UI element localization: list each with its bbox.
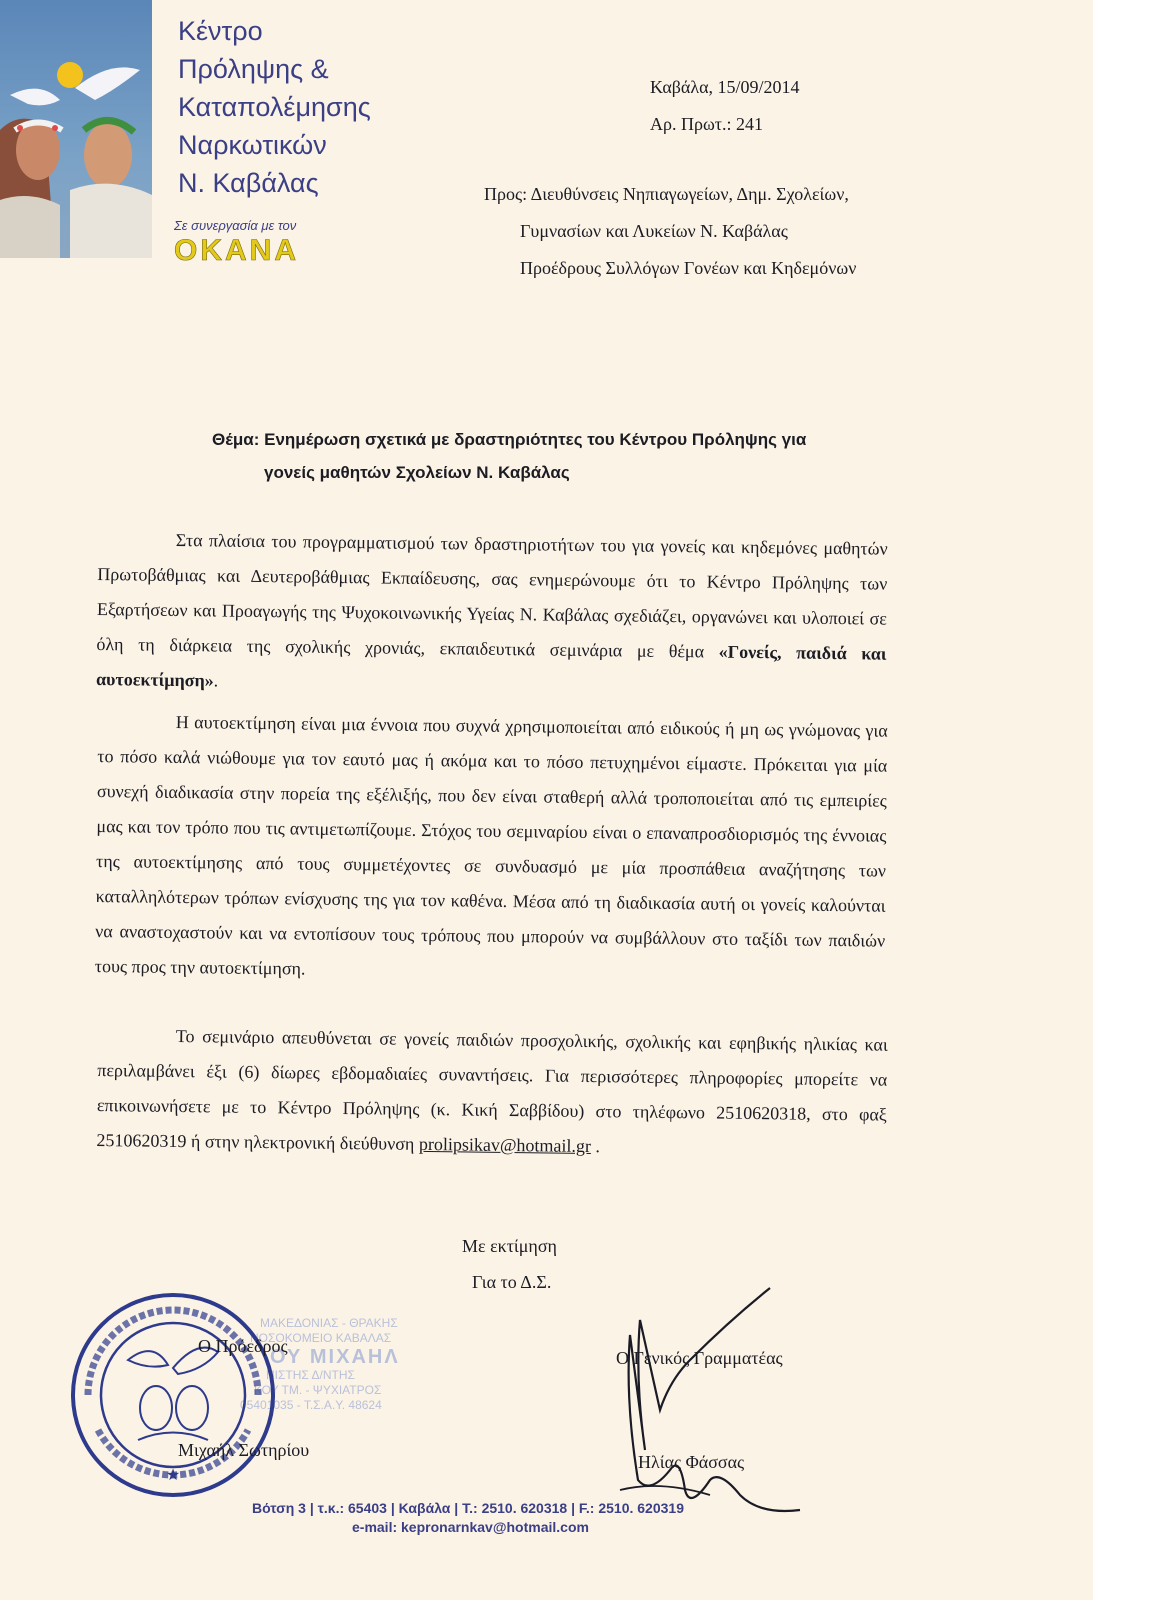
org-line: Πρόληψης & [178, 54, 329, 84]
recipient-line: Προς: Διευθύνσεις Νηπιαγωγείων, Δημ. Σχολείων, [484, 184, 849, 204]
org-line: Ναρκωτικών [178, 130, 327, 160]
paragraph-text: Το σεμινάριο απευθύνεται σε γονείς παιδιών προσχολικής, σχολικής και εφηβικής ηλικίας και περιλαμβάνει έξι (6) δίωρες εβδομαδιαίες συναντήσεις. Για περισσότερες πληροφορίες μπορείτε να επικοινωνήσετε με το Κέντρο Πρόληψης (κ. Κική Σαββίδου) στο τηλέφωνο 2510620318, στο φαξ 2510620319 ή στην ηλεκτρονική διεύθυνση [96, 1025, 888, 1154]
footer-email: e-mail: kepronarnkav@hotmail.com [352, 1519, 589, 1535]
closing-board: Για το Δ.Σ. [472, 1272, 552, 1292]
faint-stamp-line: ΚΟΥ ΤΜ. - ΨΥΧΙΑΤΡΟΣ [254, 1383, 382, 1397]
svg-text:★: ★ [165, 1467, 181, 1484]
faint-stamp-line: ΝΟΣΟΚΟΜΕΙΟ ΚΑΒΑΛΑΣ [250, 1331, 392, 1345]
faint-stamp-line: ΜΑΚΕΔΟΝΙΑΣ - ΘΡΑΚΗΣ [260, 1316, 398, 1330]
org-line: Καταπολέμησης [178, 92, 371, 122]
collaboration-text: Σε συνεργασία με τον [174, 218, 297, 233]
paragraph-end: . [213, 670, 219, 691]
org-line: Κέντρο [178, 16, 263, 46]
faint-stamp-line: ΠΙΣΤΗΣ Δ/ΝΤΗΣ [266, 1368, 355, 1382]
president-name: Μιχαήλ Σωτηρίου [178, 1440, 310, 1460]
recipient-line: Γυμνασίων και Λυκείων Ν. Καβάλας [520, 221, 788, 241]
subject-line: Θέμα: Ενημέρωση σχετικά με δραστηριότητες του Κέντρου Πρόληψης για [212, 430, 807, 449]
recipient-line: Προέδρους Συλλόγων Γονέων και Κηδεμόνων [520, 258, 857, 278]
organization-name [178, 12, 371, 202]
footer-address: Βότση 3 | τ.κ.: 65403 | Καβάλα | Τ.: 2510. 620318 | F.: 2510. 620319 [252, 1500, 684, 1516]
logo-artwork [0, 0, 152, 258]
official-stamp [68, 1290, 278, 1500]
secretary-name: Ηλίας Φάσσας [638, 1452, 745, 1472]
faint-stamp-line: ΟΥ ΜΙΧΑΗΛ [270, 1346, 400, 1368]
okana-logo-text: OKANA [174, 234, 299, 267]
body-paragraph-1 [96, 522, 888, 707]
subject-line: γονείς μαθητών Σχολείων Ν. Καβάλας [264, 463, 570, 482]
closing-greeting: Με εκτίμηση [462, 1236, 557, 1256]
body-paragraph-2 [95, 704, 888, 994]
letter-date: Καβάλα, 15/09/2014 [650, 77, 800, 97]
president-title: Ο Πρόεδρος [198, 1336, 288, 1356]
paragraph-text: Η αυτοεκτίμηση είναι μια έννοια που συχνά χρησιμοποιείται από ειδικούς ή μη ως γνώμονας για το πόσο καλά νιώθουμε για τον εαυτό μας ή ακόμα και το πόσο πετυχημένοι είμαστε. Πρόκειται για μία συνεχή διαδικασία στην πορεία της εξέλιξής, που δεν είναι σταθερή αλλά τροποποιείται από τις εμπειρίες μας και τον τρόπο που τις αντιμετωπίζουμε. Στόχος του σεμιναρίου είναι ο επαναπροσδιορισμός της έννοιας της αυτοεκτίμησης από τους συμμετέχοντες σε συνδυασμό με μία προσπάθεια αναζήτησης των καταλληλότερων τρόπων ενίσχυσης της για τον καθένα. Μέσα από τη διαδικασία αυτή οι γονείς καλούνται να αναστοχαστούν και να εντοπίσουν τους τρόπους που μπορούν να συμβάλλουν στο ταξίδι των παιδιών τους προς την αυτοεκτίμηση. [94, 711, 888, 979]
paragraph-text: Στα πλαίσια του προγραμματισμού των δραστηριοτήτων του για γονείς και κηδεμόνες μαθητών Πρωτοβάθμιας και Δευτεροβάθμιας Εκπαίδευσης, σας ενημερώνουμε ότι το Κέντρο Πρόληψης των Εξαρτήσεων και Προαγωγής της Ψυχοκοινωνικής Υγείας Ν. Καβάλας σχεδιάζει, οργανώνει και υλοποιεί σε όλη τη διάρκεια της σχολικής χρονιάς, εκπαιδευτικά σεμινάρια με θέμα [96, 529, 888, 662]
paragraph-end: . [590, 1136, 601, 1157]
email-link[interactable]: prolipsikav@hotmail.gr [418, 1133, 592, 1157]
faint-stamp-line: 05401035 - Τ.Σ.Α.Υ. 48624 [240, 1398, 382, 1412]
scan-margin [1093, 0, 1163, 1600]
signature-scribble [600, 1280, 830, 1530]
protocol-number: Αρ. Πρωτ.: 241 [650, 114, 764, 134]
seminar-title: «Γονείς, παιδιά και αυτοεκτίμηση» [95, 641, 887, 691]
org-line: Ν. Καβάλας [178, 168, 319, 198]
body-paragraph-3 [96, 1018, 888, 1168]
secretary-title: Ο Γενικός Γραμματέας [616, 1348, 783, 1368]
